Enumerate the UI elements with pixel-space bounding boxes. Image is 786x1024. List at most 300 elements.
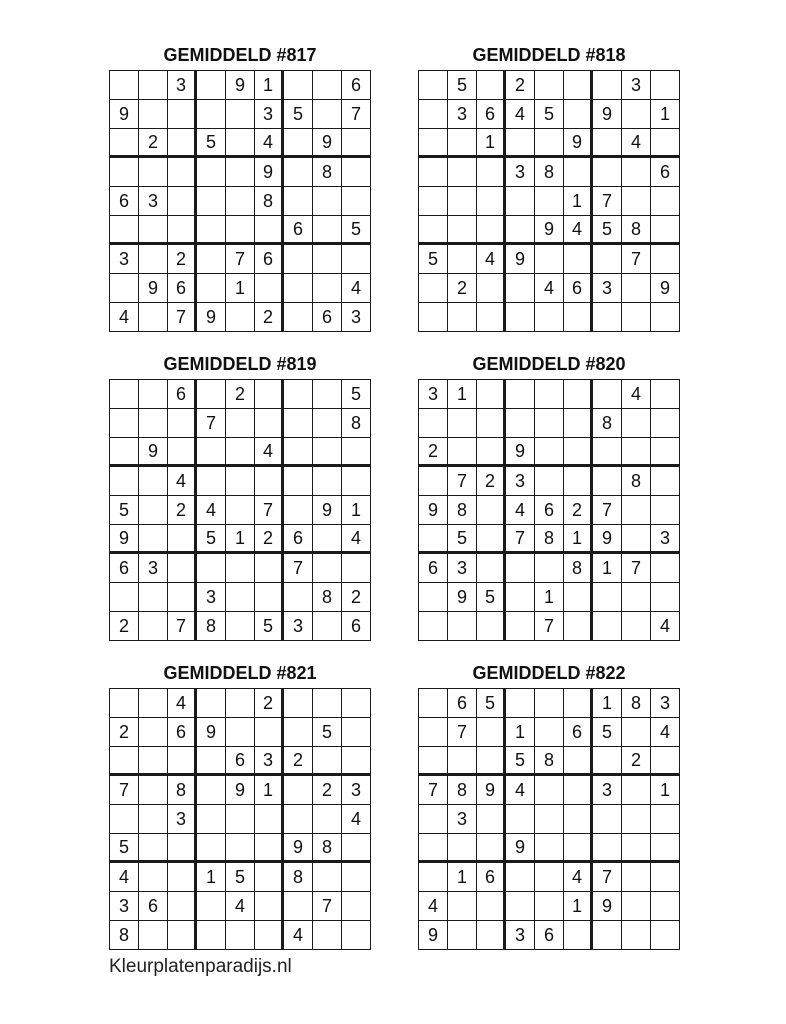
empty-cell	[197, 467, 226, 496]
empty-cell	[506, 129, 535, 158]
empty-cell	[477, 187, 506, 216]
empty-cell	[313, 467, 342, 496]
given-digit-cell: 2	[110, 718, 139, 747]
empty-cell	[651, 467, 680, 496]
empty-cell	[110, 409, 139, 438]
given-digit-cell: 3	[593, 274, 622, 303]
empty-cell	[284, 718, 313, 747]
empty-cell	[651, 834, 680, 863]
given-digit-cell: 7	[197, 409, 226, 438]
empty-cell	[255, 834, 284, 863]
given-digit-cell: 6	[448, 689, 477, 718]
given-digit-cell: 7	[168, 303, 197, 332]
empty-cell	[564, 380, 593, 409]
empty-cell	[284, 274, 313, 303]
given-digit-cell: 5	[197, 525, 226, 554]
empty-cell	[535, 303, 564, 332]
empty-cell	[313, 216, 342, 245]
empty-cell	[419, 467, 448, 496]
empty-cell	[477, 409, 506, 438]
given-digit-cell: 5	[448, 525, 477, 554]
given-digit-cell: 5	[477, 583, 506, 612]
given-digit-cell: 7	[313, 892, 342, 921]
empty-cell	[284, 303, 313, 332]
empty-cell	[477, 921, 506, 950]
empty-cell	[197, 100, 226, 129]
empty-cell	[622, 158, 651, 187]
given-digit-cell: 5	[448, 71, 477, 100]
empty-cell	[197, 834, 226, 863]
empty-cell	[622, 583, 651, 612]
empty-cell	[168, 438, 197, 467]
empty-cell	[284, 776, 313, 805]
given-digit-cell: 3	[651, 689, 680, 718]
empty-cell	[535, 467, 564, 496]
given-digit-cell: 3	[255, 100, 284, 129]
given-digit-cell: 1	[448, 380, 477, 409]
empty-cell	[651, 303, 680, 332]
empty-cell	[477, 718, 506, 747]
empty-cell	[197, 71, 226, 100]
empty-cell	[226, 554, 255, 583]
empty-cell	[284, 892, 313, 921]
given-digit-cell: 9	[506, 438, 535, 467]
given-digit-cell: 1	[197, 863, 226, 892]
empty-cell	[419, 583, 448, 612]
empty-cell	[535, 409, 564, 438]
given-digit-cell: 6	[168, 274, 197, 303]
given-digit-cell: 9	[110, 100, 139, 129]
sudoku-puzzle	[109, 353, 371, 641]
given-digit-cell: 7	[284, 554, 313, 583]
empty-cell	[284, 805, 313, 834]
given-digit-cell: 6	[477, 863, 506, 892]
empty-cell	[226, 303, 255, 332]
empty-cell	[168, 187, 197, 216]
given-digit-cell: 6	[342, 71, 371, 100]
empty-cell	[593, 834, 622, 863]
given-digit-cell: 7	[255, 496, 284, 525]
given-digit-cell: 4	[110, 863, 139, 892]
empty-cell	[506, 274, 535, 303]
empty-cell	[313, 525, 342, 554]
given-digit-cell: 2	[313, 776, 342, 805]
empty-cell	[110, 158, 139, 187]
empty-cell	[342, 892, 371, 921]
empty-cell	[593, 71, 622, 100]
empty-cell	[255, 718, 284, 747]
sudoku-grid	[109, 688, 371, 950]
given-digit-cell: 4	[226, 892, 255, 921]
given-digit-cell: 2	[284, 747, 313, 776]
given-digit-cell: 3	[448, 554, 477, 583]
empty-cell	[622, 525, 651, 554]
empty-cell	[342, 438, 371, 467]
empty-cell	[139, 100, 168, 129]
empty-cell	[168, 747, 197, 776]
empty-cell	[226, 718, 255, 747]
given-digit-cell: 4	[168, 467, 197, 496]
empty-cell	[255, 216, 284, 245]
given-digit-cell: 4	[651, 612, 680, 641]
empty-cell	[226, 805, 255, 834]
empty-cell	[622, 187, 651, 216]
empty-cell	[110, 689, 139, 718]
empty-cell	[448, 747, 477, 776]
empty-cell	[139, 71, 168, 100]
empty-cell	[197, 554, 226, 583]
given-digit-cell: 9	[477, 776, 506, 805]
given-digit-cell: 6	[535, 496, 564, 525]
empty-cell	[226, 834, 255, 863]
given-digit-cell: 3	[651, 525, 680, 554]
given-digit-cell: 2	[622, 747, 651, 776]
empty-cell	[651, 216, 680, 245]
empty-cell	[110, 805, 139, 834]
given-digit-cell: 4	[168, 689, 197, 718]
empty-cell	[622, 274, 651, 303]
given-digit-cell: 8	[110, 921, 139, 950]
given-digit-cell: 2	[506, 71, 535, 100]
given-digit-cell: 7	[593, 863, 622, 892]
empty-cell	[651, 245, 680, 274]
empty-cell	[197, 274, 226, 303]
given-digit-cell: 8	[535, 747, 564, 776]
empty-cell	[139, 689, 168, 718]
empty-cell	[506, 380, 535, 409]
empty-cell	[197, 438, 226, 467]
empty-cell	[622, 776, 651, 805]
given-digit-cell: 7	[448, 467, 477, 496]
empty-cell	[313, 409, 342, 438]
empty-cell	[313, 689, 342, 718]
empty-cell	[651, 129, 680, 158]
empty-cell	[284, 438, 313, 467]
empty-cell	[535, 71, 564, 100]
given-digit-cell: 3	[139, 554, 168, 583]
empty-cell	[110, 747, 139, 776]
empty-cell	[197, 776, 226, 805]
given-digit-cell: 6	[284, 525, 313, 554]
empty-cell	[197, 245, 226, 274]
empty-cell	[506, 583, 535, 612]
empty-cell	[255, 274, 284, 303]
empty-cell	[284, 187, 313, 216]
sudoku-grid	[109, 70, 371, 332]
given-digit-cell: 2	[419, 438, 448, 467]
empty-cell	[419, 274, 448, 303]
empty-cell	[448, 158, 477, 187]
empty-cell	[593, 129, 622, 158]
given-digit-cell: 1	[226, 525, 255, 554]
empty-cell	[535, 892, 564, 921]
empty-cell	[448, 216, 477, 245]
empty-cell	[448, 303, 477, 332]
given-digit-cell: 4	[477, 245, 506, 274]
empty-cell	[197, 216, 226, 245]
given-digit-cell: 5	[342, 216, 371, 245]
given-digit-cell: 3	[622, 71, 651, 100]
empty-cell	[593, 583, 622, 612]
empty-cell	[197, 747, 226, 776]
empty-cell	[168, 554, 197, 583]
given-digit-cell: 1	[506, 718, 535, 747]
empty-cell	[535, 380, 564, 409]
empty-cell	[477, 747, 506, 776]
given-digit-cell: 7	[419, 776, 448, 805]
empty-cell	[284, 409, 313, 438]
empty-cell	[419, 129, 448, 158]
empty-cell	[226, 129, 255, 158]
empty-cell	[139, 216, 168, 245]
given-digit-cell: 8	[313, 834, 342, 863]
given-digit-cell: 5	[255, 612, 284, 641]
given-digit-cell: 7	[622, 245, 651, 274]
given-digit-cell: 6	[564, 274, 593, 303]
empty-cell	[506, 805, 535, 834]
empty-cell	[593, 805, 622, 834]
empty-cell	[226, 187, 255, 216]
empty-cell	[477, 380, 506, 409]
given-digit-cell: 8	[313, 158, 342, 187]
empty-cell	[622, 718, 651, 747]
empty-cell	[313, 100, 342, 129]
empty-cell	[139, 380, 168, 409]
empty-cell	[622, 921, 651, 950]
given-digit-cell: 2	[342, 583, 371, 612]
puzzle-title: GEMIDDELD #817	[163, 45, 317, 65]
empty-cell	[139, 583, 168, 612]
empty-cell	[477, 71, 506, 100]
given-digit-cell: 1	[651, 776, 680, 805]
given-digit-cell: 9	[197, 718, 226, 747]
empty-cell	[564, 245, 593, 274]
given-digit-cell: 6	[110, 187, 139, 216]
given-digit-cell: 1	[564, 892, 593, 921]
given-digit-cell: 9	[593, 525, 622, 554]
empty-cell	[593, 747, 622, 776]
given-digit-cell: 6	[284, 216, 313, 245]
empty-cell	[313, 438, 342, 467]
empty-cell	[448, 892, 477, 921]
given-digit-cell: 8	[448, 496, 477, 525]
given-digit-cell: 9	[139, 438, 168, 467]
empty-cell	[284, 467, 313, 496]
empty-cell	[139, 718, 168, 747]
empty-cell	[139, 496, 168, 525]
empty-cell	[564, 303, 593, 332]
given-digit-cell: 8	[342, 409, 371, 438]
given-digit-cell: 8	[197, 612, 226, 641]
given-digit-cell: 9	[564, 129, 593, 158]
empty-cell	[593, 303, 622, 332]
empty-cell	[226, 438, 255, 467]
empty-cell	[651, 187, 680, 216]
empty-cell	[622, 863, 651, 892]
empty-cell	[313, 921, 342, 950]
given-digit-cell: 9	[448, 583, 477, 612]
given-digit-cell: 8	[535, 525, 564, 554]
empty-cell	[139, 805, 168, 834]
empty-cell	[448, 438, 477, 467]
empty-cell	[506, 892, 535, 921]
empty-cell	[651, 805, 680, 834]
given-digit-cell: 1	[651, 100, 680, 129]
given-digit-cell: 9	[226, 71, 255, 100]
empty-cell	[110, 71, 139, 100]
empty-cell	[506, 409, 535, 438]
given-digit-cell: 9	[535, 216, 564, 245]
empty-cell	[535, 776, 564, 805]
empty-cell	[506, 187, 535, 216]
given-digit-cell: 4	[564, 216, 593, 245]
given-digit-cell: 9	[226, 776, 255, 805]
empty-cell	[284, 496, 313, 525]
given-digit-cell: 4	[622, 129, 651, 158]
empty-cell	[535, 554, 564, 583]
empty-cell	[226, 409, 255, 438]
given-digit-cell: 7	[535, 612, 564, 641]
empty-cell	[651, 747, 680, 776]
given-digit-cell: 3	[448, 805, 477, 834]
empty-cell	[651, 554, 680, 583]
given-digit-cell: 6	[139, 892, 168, 921]
given-digit-cell: 3	[110, 245, 139, 274]
given-digit-cell: 7	[110, 776, 139, 805]
empty-cell	[593, 467, 622, 496]
empty-cell	[255, 409, 284, 438]
empty-cell	[535, 245, 564, 274]
empty-cell	[419, 805, 448, 834]
given-digit-cell: 6	[564, 718, 593, 747]
given-digit-cell: 4	[197, 496, 226, 525]
given-digit-cell: 7	[226, 245, 255, 274]
given-digit-cell: 7	[593, 187, 622, 216]
given-digit-cell: 6	[419, 554, 448, 583]
given-digit-cell: 9	[197, 303, 226, 332]
given-digit-cell: 6	[313, 303, 342, 332]
empty-cell	[313, 274, 342, 303]
empty-cell	[255, 583, 284, 612]
empty-cell	[535, 438, 564, 467]
empty-cell	[342, 689, 371, 718]
given-digit-cell: 5	[506, 747, 535, 776]
empty-cell	[139, 467, 168, 496]
given-digit-cell: 1	[477, 129, 506, 158]
given-digit-cell: 1	[593, 689, 622, 718]
empty-cell	[197, 921, 226, 950]
empty-cell	[506, 303, 535, 332]
empty-cell	[477, 525, 506, 554]
given-digit-cell: 7	[168, 612, 197, 641]
empty-cell	[313, 612, 342, 641]
given-digit-cell: 3	[506, 158, 535, 187]
empty-cell	[477, 496, 506, 525]
given-digit-cell: 9	[593, 892, 622, 921]
empty-cell	[139, 863, 168, 892]
given-digit-cell: 9	[506, 834, 535, 863]
empty-cell	[419, 689, 448, 718]
empty-cell	[313, 245, 342, 274]
empty-cell	[110, 129, 139, 158]
given-digit-cell: 4	[255, 129, 284, 158]
empty-cell	[506, 689, 535, 718]
empty-cell	[593, 245, 622, 274]
given-digit-cell: 4	[342, 805, 371, 834]
given-digit-cell: 1	[226, 274, 255, 303]
empty-cell	[535, 805, 564, 834]
empty-cell	[342, 158, 371, 187]
empty-cell	[139, 525, 168, 554]
empty-cell	[110, 583, 139, 612]
given-digit-cell: 4	[342, 525, 371, 554]
given-digit-cell: 4	[506, 776, 535, 805]
empty-cell	[110, 467, 139, 496]
empty-cell	[342, 863, 371, 892]
empty-cell	[651, 438, 680, 467]
given-digit-cell: 3	[506, 467, 535, 496]
given-digit-cell: 4	[622, 380, 651, 409]
empty-cell	[506, 216, 535, 245]
empty-cell	[419, 718, 448, 747]
given-digit-cell: 5	[593, 718, 622, 747]
given-digit-cell: 8	[622, 216, 651, 245]
given-digit-cell: 6	[342, 612, 371, 641]
empty-cell	[313, 380, 342, 409]
given-digit-cell: 5	[593, 216, 622, 245]
given-digit-cell: 6	[255, 245, 284, 274]
empty-cell	[651, 380, 680, 409]
given-digit-cell: 3	[197, 583, 226, 612]
empty-cell	[284, 158, 313, 187]
empty-cell	[284, 380, 313, 409]
given-digit-cell: 4	[564, 863, 593, 892]
empty-cell	[139, 921, 168, 950]
empty-cell	[168, 100, 197, 129]
empty-cell	[651, 863, 680, 892]
given-digit-cell: 2	[564, 496, 593, 525]
sudoku-puzzle	[418, 662, 680, 950]
empty-cell	[593, 612, 622, 641]
sudoku-grid	[418, 379, 680, 641]
empty-cell	[651, 71, 680, 100]
given-digit-cell: 9	[139, 274, 168, 303]
empty-cell	[110, 274, 139, 303]
empty-cell	[564, 747, 593, 776]
empty-cell	[168, 216, 197, 245]
empty-cell	[477, 216, 506, 245]
empty-cell	[419, 409, 448, 438]
sudoku-grid	[109, 379, 371, 641]
empty-cell	[284, 71, 313, 100]
empty-cell	[168, 834, 197, 863]
given-digit-cell: 5	[110, 496, 139, 525]
empty-cell	[448, 921, 477, 950]
empty-cell	[564, 689, 593, 718]
given-digit-cell: 5	[110, 834, 139, 863]
given-digit-cell: 9	[313, 496, 342, 525]
empty-cell	[564, 805, 593, 834]
empty-cell	[284, 245, 313, 274]
given-digit-cell: 2	[477, 467, 506, 496]
empty-cell	[622, 612, 651, 641]
given-digit-cell: 3	[342, 303, 371, 332]
empty-cell	[477, 158, 506, 187]
empty-cell	[651, 921, 680, 950]
given-digit-cell: 1	[448, 863, 477, 892]
given-digit-cell: 4	[255, 438, 284, 467]
empty-cell	[651, 583, 680, 612]
